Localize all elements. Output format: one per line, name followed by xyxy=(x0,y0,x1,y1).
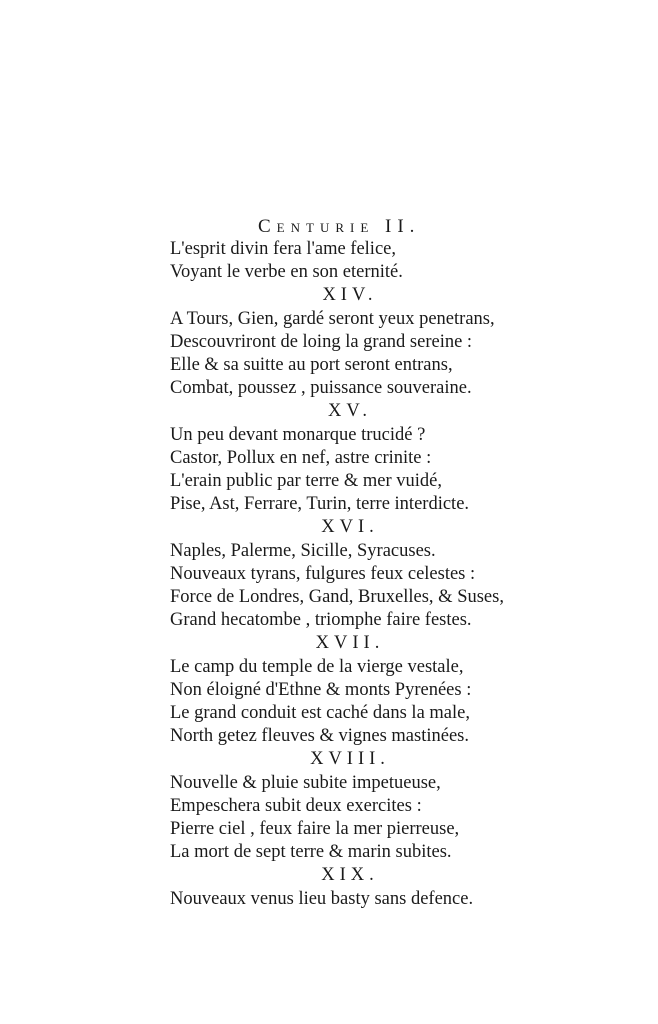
verse-line: L'esprit divin fera l'ame felice, xyxy=(170,239,396,259)
quatrain-number: XIX. xyxy=(321,865,379,886)
verse-line: Combat, poussez , puissance souveraine. xyxy=(170,378,472,399)
verse-line: Nouveaux venus lieu basty sans defence. xyxy=(170,888,474,909)
verse-line: Pise, Ast, Ferrare, Turin, terre interdicte. xyxy=(170,494,470,515)
verse-line: L'erain public par terre & mer vuidé, xyxy=(170,471,442,492)
verse-line: Force de Londres, Gand, Bruxelles, & Suses, xyxy=(170,587,504,608)
verse-line: North getez fleuves & vignes mastinées. xyxy=(170,726,469,747)
quatrain-number: XVI. xyxy=(321,517,379,538)
verse-line: Le camp du temple de la vierge vestale, xyxy=(170,656,464,677)
verse-line: Grand hecatombe , triomphe faire festes. xyxy=(170,610,472,631)
verse-line: Nouvelle & pluie subite impetueuse, xyxy=(170,772,441,793)
verse-line: A Tours, Gien, gardé seront yeux penetrans, xyxy=(170,308,495,329)
verse-line: Un peu devant monarque trucidé ? xyxy=(170,424,426,445)
verse-line: Pierre ciel , feux faire la mer pierreuse, xyxy=(170,819,460,840)
quatrain-number: XVII. xyxy=(315,633,385,654)
verse-line: Castor, Pollux en nef, astre crinite : xyxy=(170,447,432,468)
verse-line: Naples, Palerme, Sicille, Syracuses. xyxy=(170,540,436,561)
verse-line: Voyant le verbe en son eternité. xyxy=(170,262,403,283)
quatrain-number: XVIII. xyxy=(310,749,390,770)
verse-line: Nouveaux tyrans, fulgures feux celestes : xyxy=(170,563,476,584)
verse-line: Empeschera subit deux exercites : xyxy=(170,795,422,816)
verse-line: Descouvriront de loing la grand sereine : xyxy=(170,331,473,352)
verse-line: Le grand conduit est caché dans la male, xyxy=(170,703,470,724)
verse-line: Elle & sa suitte au port seront entrans, xyxy=(170,355,453,376)
quatrain-number: XV. xyxy=(328,401,372,422)
verse-line: La mort de sept terre & marin subites. xyxy=(170,842,452,863)
quatrain-number: XIV. xyxy=(322,285,378,306)
verse-line: Non éloigné d'Ethne & monts Pyrenées : xyxy=(170,679,472,700)
verse-text xyxy=(170,238,520,911)
running-header: Centurie II. xyxy=(258,216,421,237)
